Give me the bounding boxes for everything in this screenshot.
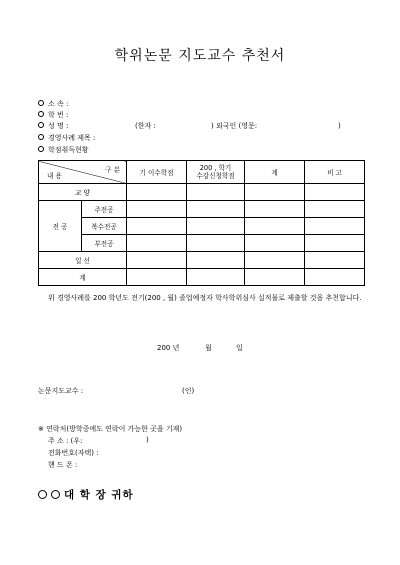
table-row <box>39 252 365 269</box>
header-enrolled-line2: 수강신청학점 <box>196 172 235 180</box>
table-cell <box>187 269 245 286</box>
table-cell <box>305 235 365 252</box>
table-cell <box>187 218 245 235</box>
date-day: 일 <box>236 344 243 352</box>
table-row <box>39 201 365 218</box>
table-cell <box>187 201 245 218</box>
info-row-name <box>38 122 341 131</box>
table-row <box>39 235 365 252</box>
table-cell <box>245 218 305 235</box>
table-cell <box>127 184 187 201</box>
table-cell <box>305 201 365 218</box>
table-cell <box>187 184 245 201</box>
header-completed-credits: 기 이수학점 <box>127 161 187 184</box>
circle-bullet-icon <box>38 146 44 152</box>
credits-table <box>38 160 365 286</box>
header-enrolled-line1: 200 , 학기 <box>199 164 232 172</box>
recommendation-paragraph: 위 경영사례를 200 학년도 전기(200 , 월) 졸업예정자 학사학위심사 실적물로 제출할 것을 추천합니다. <box>48 294 362 302</box>
contact-address-close: ) <box>146 436 149 444</box>
document-title: 학위논문 지도교수 추천서 <box>114 48 286 64</box>
recipient-text: 대 학 장 귀하 <box>64 489 134 501</box>
table-cell <box>305 252 365 269</box>
info-row-credits <box>38 146 89 155</box>
date-month: 월 <box>205 344 212 352</box>
circle-bullet-icon <box>38 134 44 140</box>
student-id-label: 학 번 : <box>48 111 69 119</box>
table-cell <box>187 235 245 252</box>
table-header-row <box>39 161 365 184</box>
circle-bullet-icon <box>38 111 44 117</box>
info-row-case-title <box>38 134 95 143</box>
credits-status-label: 학점취득현황 <box>48 146 89 154</box>
row-label-liberal: 교 양 <box>39 184 127 201</box>
contact-address: 주 소 : (우: <box>48 437 83 445</box>
table-cell <box>127 269 187 286</box>
table-cell <box>305 218 365 235</box>
table-cell <box>187 252 245 269</box>
table-cell <box>245 235 305 252</box>
header-remark: 비 고 <box>305 161 365 184</box>
row-label-major-minor: 부전공 <box>82 235 127 252</box>
row-label-major-double: 복수전공 <box>82 218 127 235</box>
circle-bullet-icon <box>38 100 44 106</box>
table-cell <box>305 184 365 201</box>
contact-home-phone: 전화번호(자택) : <box>48 449 99 457</box>
circle-placeholder-icon <box>38 490 47 499</box>
name-hanja-label: (한자 : <box>135 122 156 130</box>
table-cell <box>127 201 187 218</box>
table-cell <box>245 201 305 218</box>
row-label-major: 전 공 <box>39 201 82 252</box>
affiliation-label: 소 속 : <box>48 100 69 108</box>
contact-mobile: 핸 드 폰 : <box>48 461 78 469</box>
table-cell <box>245 269 305 286</box>
table-row <box>39 184 365 201</box>
contact-heading: ※ 연락처(방학중에도 연락이 가능한 곳을 기재) <box>38 425 183 433</box>
name-label: 성 명 : <box>48 122 69 130</box>
table-cell <box>127 218 187 235</box>
info-row-affiliation <box>38 100 68 109</box>
circle-bullet-icon <box>38 122 44 128</box>
table-cell <box>305 269 365 286</box>
case-title-label: 경영사례 제목 : <box>48 134 96 142</box>
advisor-label: 논문지도교수 : <box>38 387 84 395</box>
row-label-total: 계 <box>39 269 127 286</box>
row-label-general: 일 선 <box>39 252 127 269</box>
diagonal-header-cell <box>39 161 127 184</box>
header-naeyong: 내 용 <box>47 172 62 180</box>
recipient-line <box>38 487 134 502</box>
table-cell <box>245 252 305 269</box>
table-cell <box>245 184 305 201</box>
header-gubun: 구 분 <box>105 166 120 174</box>
foreign-name-label: ) 외국인 (영문: <box>211 122 258 130</box>
foreign-name-close: ) <box>338 122 341 130</box>
table-cell <box>127 252 187 269</box>
info-row-student-id <box>38 111 68 120</box>
header-total: 계 <box>245 161 305 184</box>
date-year: 200 년 <box>157 344 180 352</box>
table-cell <box>127 235 187 252</box>
circle-placeholder-icon <box>51 490 60 499</box>
table-row <box>39 218 365 235</box>
row-label-major-primary: 주전공 <box>82 201 127 218</box>
advisor-seal: (인) <box>182 387 195 395</box>
header-enrolled-credits <box>187 161 245 184</box>
table-row <box>39 269 365 286</box>
